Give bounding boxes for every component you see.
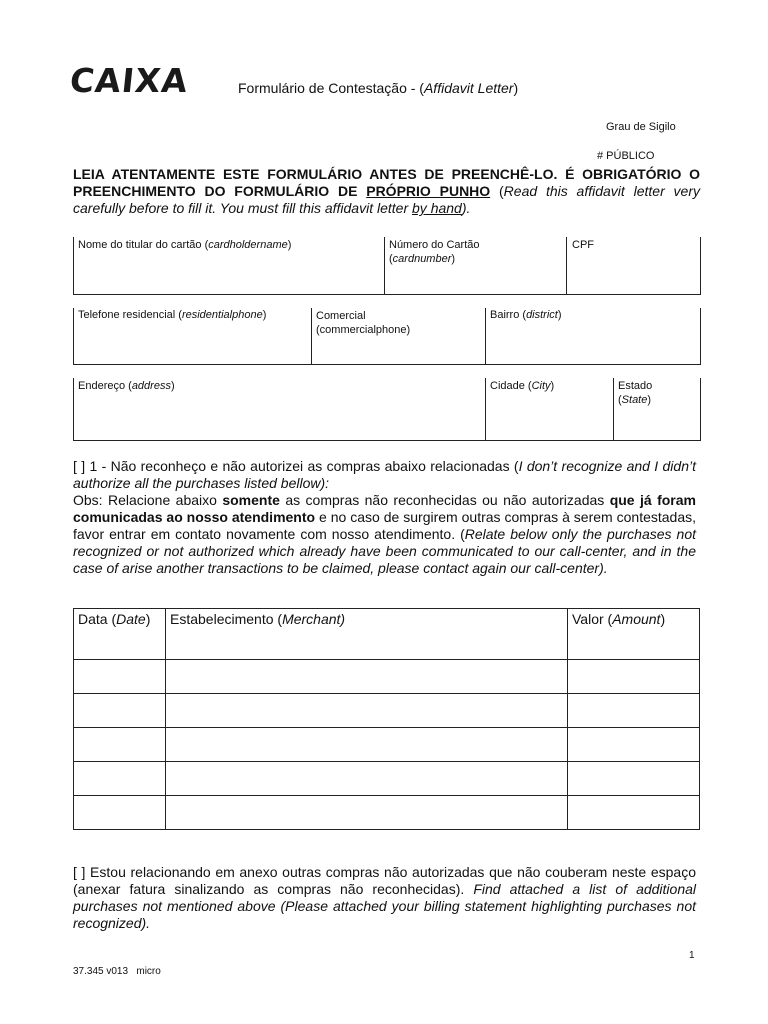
address-field[interactable]: Endereço (address) bbox=[78, 380, 175, 392]
cpf-field[interactable]: CPF bbox=[572, 239, 594, 251]
section-2-text: [ ] Estou relacionando em anexo outras compras não autorizadas que não couberam neste espaço (anexar fatura sinalizando as compras não reconhecidas). Find attached a list of additional purchases not mentioned above (Please attached your billing statement highlighting purchases not recognized). bbox=[73, 864, 697, 931]
cardholder-name-field[interactable]: Nome do titular do cartão (cardholdername) bbox=[78, 239, 292, 251]
intro-instructions: LEIA ATENTAMENTE ESTE FORMULÁRIO ANTES DE PREENCHÊ-LO. É OBRIGATÓRIO O PREENCHIMENTO DO FORMULÁRIO DE PRÓPRIO PUNHO (Read this affidavit letter very carefully before to fill it. You must fill this affidavit letter by hand). bbox=[73, 166, 701, 216]
card-number-field[interactable]: Número do Cartão (cardnumber) bbox=[389, 239, 480, 265]
table-row[interactable] bbox=[74, 694, 700, 728]
divider bbox=[485, 308, 486, 365]
city-field[interactable]: Cidade (City) bbox=[490, 380, 555, 392]
checkbox-not-recognized[interactable]: [ ] bbox=[73, 458, 86, 474]
table-row[interactable] bbox=[74, 728, 700, 762]
column-merchant: Estabelecimento (Merchant) bbox=[166, 609, 568, 660]
form-code: 37.345 v013 micro bbox=[73, 966, 161, 977]
divider bbox=[485, 378, 486, 441]
commercial-phone-field[interactable]: Comercial (commercialphone) bbox=[316, 310, 411, 336]
district-field[interactable]: Bairro (district) bbox=[490, 309, 562, 321]
checkbox-attached-list[interactable]: [ ] bbox=[73, 864, 86, 880]
caixa-logo: CAIXA bbox=[68, 61, 191, 100]
table-row[interactable] bbox=[74, 796, 700, 830]
divider bbox=[613, 378, 614, 441]
page-number: 1 bbox=[689, 950, 695, 961]
table-row[interactable] bbox=[74, 660, 700, 694]
divider bbox=[311, 308, 312, 365]
divider bbox=[566, 237, 567, 295]
column-date: Data (Date) bbox=[74, 609, 166, 660]
form-title: Formulário de Contestação - (Affidavit Letter) bbox=[238, 80, 519, 96]
section-1-text: [ ] 1 - Não reconheço e não autorizei as compras abaixo relacionadas (I don’t recognize and I didn’t authorize all the purchases listed bellow): Obs: Relacione abaixo somente as compras não reconhecidas ou não autorizadas que já foram comunicadas ao nosso atendimento e no caso de surgirem outras compras à serem contestadas, favor entrar em contato novamente com nosso atendimento. (Relate below only the purchases not recognized or not authorized which already have been communicated to our call-center, and in the case of arise another transactions to be claimed, please contact again our call-center). bbox=[73, 458, 697, 576]
divider bbox=[384, 237, 385, 295]
table-header-row bbox=[74, 609, 700, 660]
state-field[interactable]: Estado (State) bbox=[618, 380, 653, 406]
table-row[interactable] bbox=[74, 762, 700, 796]
column-amount: Valor (Amount) bbox=[568, 609, 700, 660]
grau-de-sigilo: Grau de Sigilo bbox=[606, 121, 676, 133]
publico-label: # PÚBLICO bbox=[597, 150, 655, 162]
residential-phone-field[interactable]: Telefone residencial (residentialphone) bbox=[78, 309, 267, 321]
purchases-table bbox=[73, 608, 700, 830]
